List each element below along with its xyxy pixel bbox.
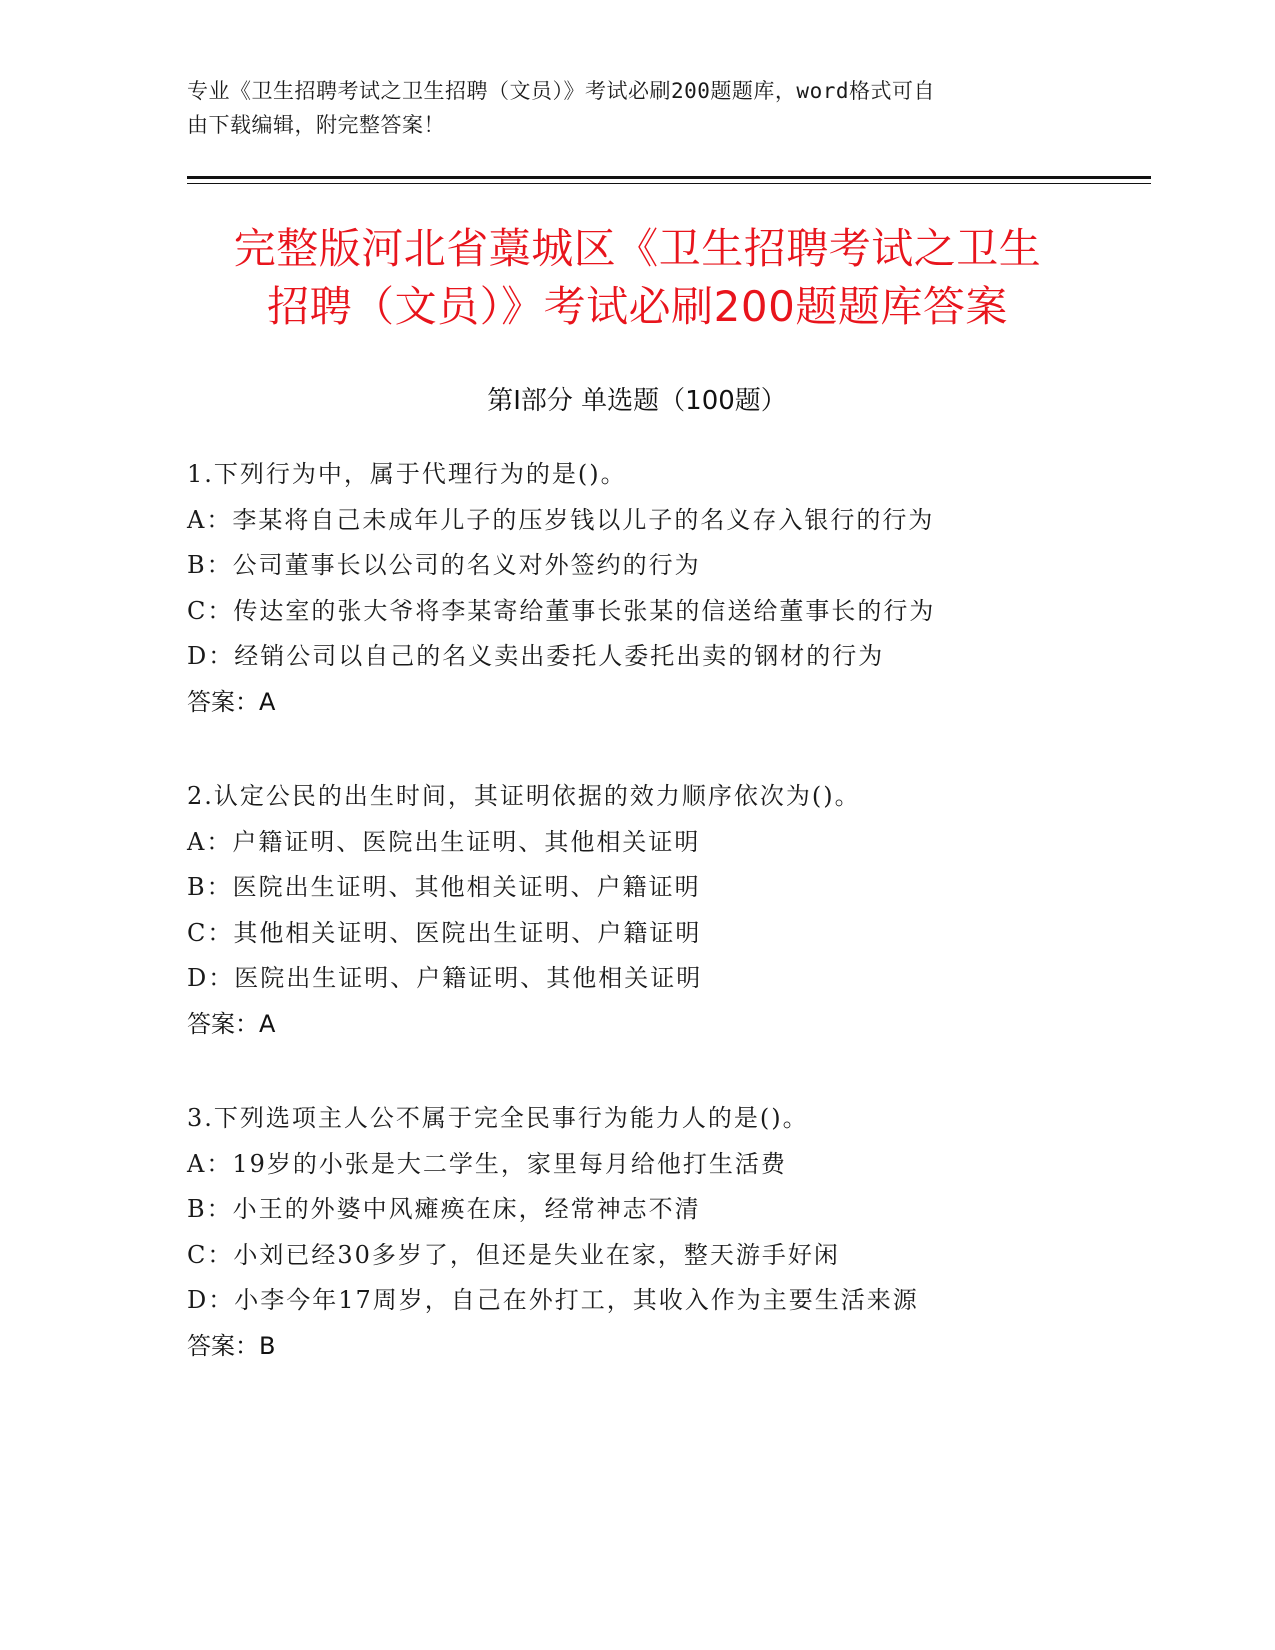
question-block-1	[187, 452, 1087, 725]
option-b: B：公司董事长以公司的名义对外签约的行为	[187, 551, 701, 579]
question-stem: 3.下列选项主人公不属于完全民事行为能力人的是()。	[187, 1104, 809, 1132]
option-d: D：经销公司以自己的名义卖出委托人委托出卖的钢材的行为	[187, 642, 885, 670]
title-line-1: 完整版河北省藁城区《卫生招聘考试之卫生	[233, 224, 1042, 273]
header-note-line-2: 由下载编辑，附完整答案！	[187, 113, 445, 137]
answer-line: 答案：A	[187, 1009, 276, 1038]
header-divider-thin	[187, 183, 1151, 184]
header-note	[187, 74, 1067, 142]
option-b: B：小王的外婆中风瘫痪在床，经常神志不清	[187, 1195, 701, 1223]
option-a: A：李某将自己未成年儿子的压岁钱以儿子的名义存入银行的行为	[187, 505, 935, 534]
section-heading: 第Ⅰ部分 单选题（100题）	[487, 386, 787, 416]
option-c: C：其他相关证明、医院出生证明、户籍证明	[187, 918, 702, 947]
answer-line: 答案：B	[187, 1331, 276, 1360]
question-stem: 1.下列行为中，属于代理行为的是()。	[187, 460, 627, 488]
header-note-line-1: 专业《卫生招聘考试之卫生招聘（文员）》考试必刷200题题库，word格式可自	[187, 79, 935, 103]
header-divider-thick	[187, 176, 1151, 179]
option-d: D：小李今年17周岁，自己在外打工，其收入作为主要生活来源	[187, 1286, 919, 1314]
option-d: D：医院出生证明、户籍证明、其他相关证明	[187, 964, 703, 992]
option-a: A：户籍证明、医院出生证明、其他相关证明	[187, 827, 701, 856]
question-block-2	[187, 774, 1087, 1047]
question-stem: 2.认定公民的出生时间，其证明依据的效力顺序依次为()。	[187, 782, 861, 810]
option-c: C：小刘已经30多岁了，但还是失业在家，整天游手好闲	[187, 1240, 840, 1269]
answer-line: 答案：A	[187, 687, 276, 716]
option-b: B：医院出生证明、其他相关证明、户籍证明	[187, 873, 701, 901]
title-line-2: 招聘（文员）》考试必刷200题题库答案	[267, 282, 1008, 331]
question-block-3	[187, 1096, 1087, 1369]
option-a: A：19岁的小张是大二学生，家里每月给他打生活费	[187, 1149, 787, 1178]
option-c: C：传达室的张大爷将李某寄给董事长张某的信送给董事长的行为	[187, 596, 936, 625]
document-title	[150, 220, 1125, 336]
